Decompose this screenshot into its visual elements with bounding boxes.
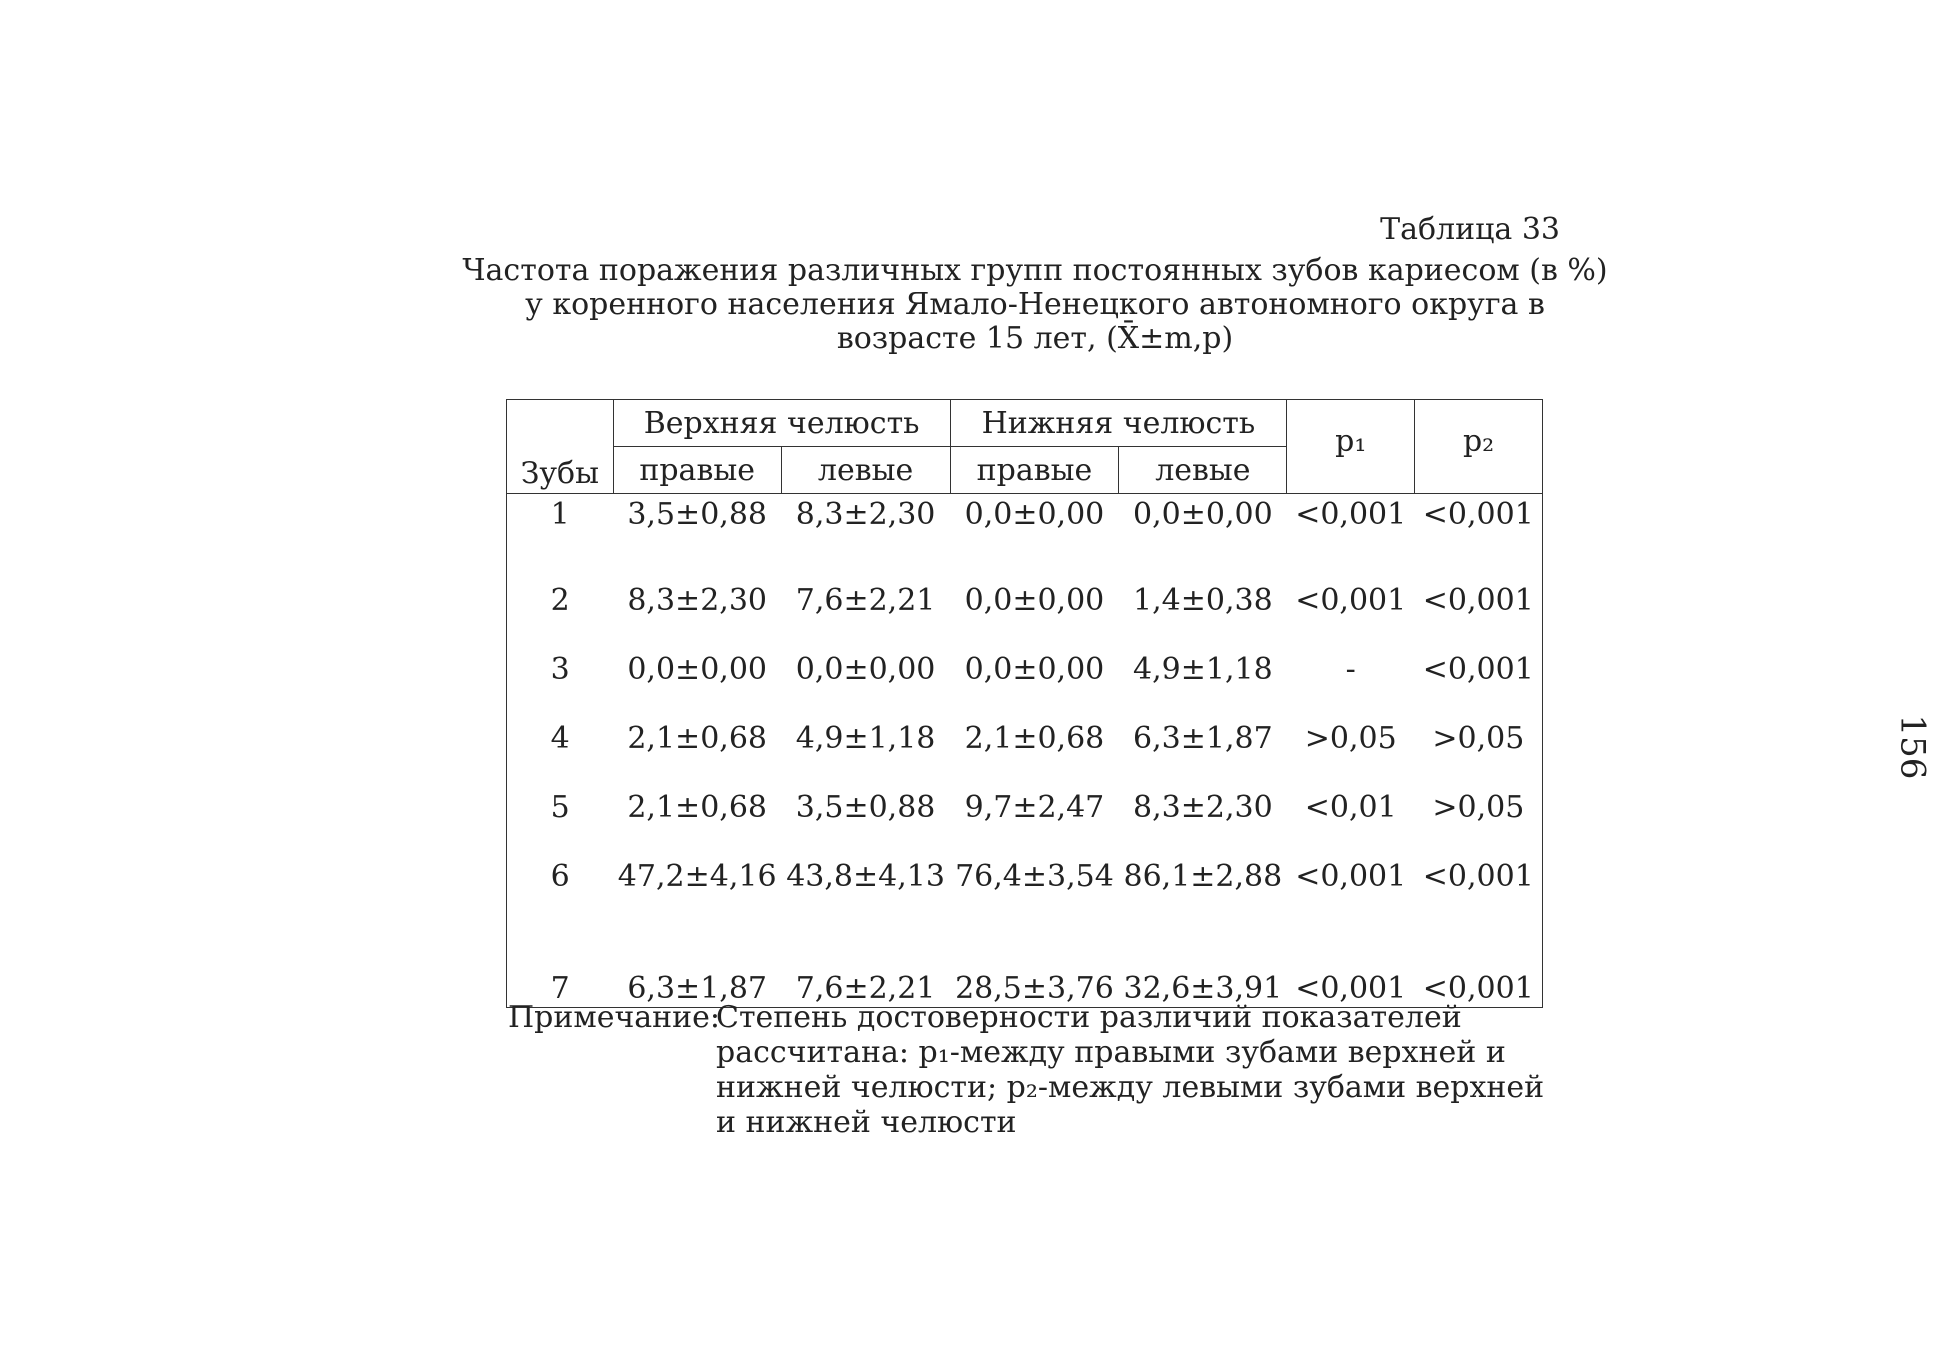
table-cell: 76,4±3,54 xyxy=(955,859,1114,894)
caption-line: у коренного населения Ямало-Ненецкого автономного округа в xyxy=(525,287,1545,322)
table-cell: 7 xyxy=(550,971,570,1006)
table-cell: 2,1±0,68 xyxy=(964,721,1105,756)
table-row xyxy=(507,635,1543,704)
table-cell: 47,2±4,16 xyxy=(617,859,777,894)
table-row xyxy=(507,704,1543,773)
table-number: Таблица 33 xyxy=(1380,212,1560,247)
table-cell: 86,1±2,88 xyxy=(1123,859,1283,894)
caption-line: Частота поражения различных групп постоянных зубов кариесом (в %) xyxy=(462,253,1608,288)
table-note xyxy=(508,1000,1558,1140)
table-cell: 3 xyxy=(550,652,570,687)
header-upper-right: правые xyxy=(613,447,781,494)
table-cell: 0,0±0,00 xyxy=(795,652,936,687)
table-cell: 4,9±1,18 xyxy=(1133,652,1273,687)
table-cell: 6,3±1,87 xyxy=(627,971,767,1006)
table-cell: 6 xyxy=(550,859,570,894)
table-row xyxy=(507,773,1543,842)
table-cell: <0,001 xyxy=(1295,497,1407,532)
table-cell: 8,3±2,30 xyxy=(627,583,767,618)
table-cell: 0,0±0,00 xyxy=(964,583,1105,618)
table-cell: 3,5±0,88 xyxy=(627,497,767,532)
table-row xyxy=(507,842,1543,911)
table-cell: >0,05 xyxy=(1304,721,1397,756)
table-cell: 28,5±3,76 xyxy=(955,971,1114,1006)
table-cell: <0,001 xyxy=(1422,497,1534,532)
table-cell: <0,001 xyxy=(1295,583,1407,618)
table-header xyxy=(507,400,1543,494)
table-cell: 8,3±2,30 xyxy=(1133,790,1273,825)
table-row xyxy=(507,911,1543,1008)
table-cell: <0,001 xyxy=(1422,583,1534,618)
header-teeth: Зубы xyxy=(507,400,614,494)
note-text: Степень достоверности различий показателей рассчитана: p₁-между правыми зубами верхней и нижней челюсти; p₂-между левыми зубами верхней и нижней челюсти xyxy=(716,1000,1545,1140)
header-upper-jaw: Верхняя челюсть xyxy=(613,400,950,447)
table-cell: <0,001 xyxy=(1422,652,1534,687)
header-lower-right: правые xyxy=(950,447,1119,494)
table-cell: 1 xyxy=(550,497,570,532)
caries-frequency-table xyxy=(506,399,1543,1008)
table-cell: <0,001 xyxy=(1422,971,1534,1006)
header-p1: p₁ xyxy=(1287,400,1415,494)
table-cell: 9,7±2,47 xyxy=(964,790,1105,825)
table-cell: <0,001 xyxy=(1295,859,1407,894)
header-upper-left: левые xyxy=(781,447,950,494)
table-cell: 1,4±0,38 xyxy=(1133,583,1273,618)
table-cell: 4 xyxy=(550,721,570,756)
table-cell: 3,5±0,88 xyxy=(795,790,936,825)
table-cell: 0,0±0,00 xyxy=(964,652,1105,687)
header-lower-jaw: Нижняя челюсть xyxy=(950,400,1287,447)
table-row xyxy=(507,566,1543,635)
table-cell: 7,6±2,21 xyxy=(795,583,936,618)
table-cell: - xyxy=(1345,652,1356,687)
header-p2: p₂ xyxy=(1415,400,1543,494)
note-label: Примечание: xyxy=(508,1000,721,1035)
table-cell: 43,8±4,13 xyxy=(786,859,945,894)
table-cell: 2,1±0,68 xyxy=(627,790,767,825)
table-cell: 2 xyxy=(550,583,570,618)
table-cell: <0,001 xyxy=(1295,971,1407,1006)
table-caption xyxy=(460,254,1610,356)
table-cell: 4,9±1,18 xyxy=(795,721,936,756)
table-body xyxy=(507,494,1543,1008)
table-row xyxy=(507,494,1543,567)
table-cell: 0,0±0,00 xyxy=(964,497,1105,532)
header-lower-left: левые xyxy=(1119,447,1287,494)
table-cell: <0,01 xyxy=(1304,790,1397,825)
table-cell: 5 xyxy=(550,790,570,825)
page-number: 156 xyxy=(1892,714,1933,780)
table-cell: 32,6±3,91 xyxy=(1123,971,1283,1006)
table-cell: 6,3±1,87 xyxy=(1133,721,1273,756)
table-cell: 0,0±0,00 xyxy=(1133,497,1273,532)
table-cell: 7,6±2,21 xyxy=(795,971,936,1006)
table-cell: 2,1±0,68 xyxy=(627,721,767,756)
table-cell: 8,3±2,30 xyxy=(795,497,936,532)
table-cell: >0,05 xyxy=(1432,790,1525,825)
caption-line: возрасте 15 лет, (X̄±m,p) xyxy=(836,321,1234,356)
table-cell: >0,05 xyxy=(1432,721,1525,756)
table-cell: 0,0±0,00 xyxy=(627,652,767,687)
table-cell: <0,001 xyxy=(1422,859,1534,894)
